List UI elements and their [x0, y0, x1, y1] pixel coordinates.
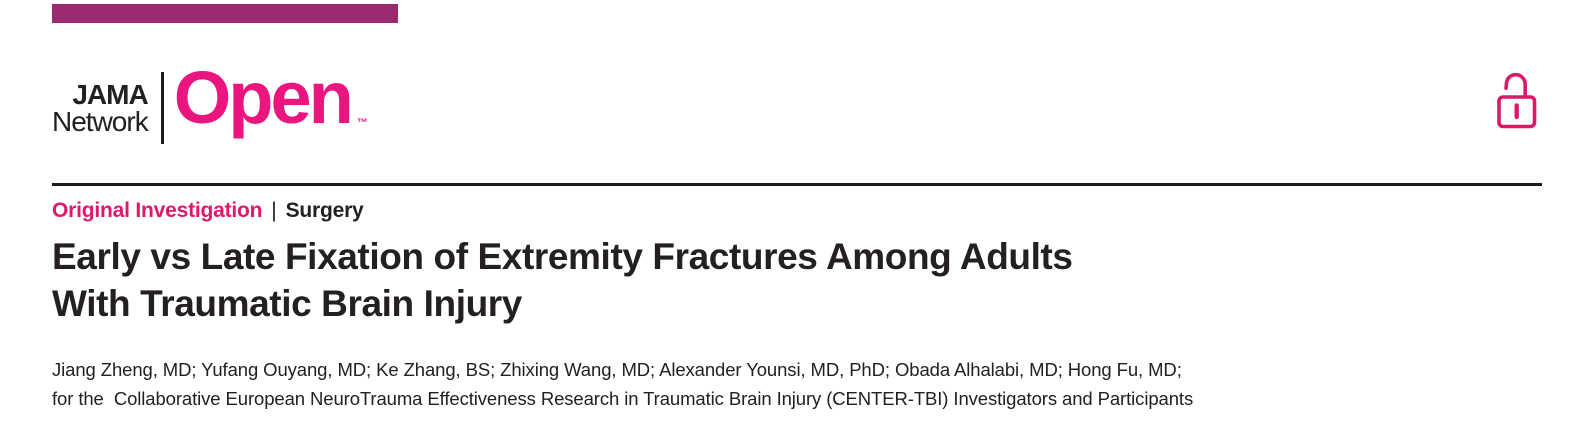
open-access-lock-icon [1493, 72, 1540, 138]
kicker-separator: | [271, 199, 277, 222]
article-category-label: Original Investigation [52, 199, 263, 222]
header-divider-rule [52, 183, 1542, 186]
article-title [52, 233, 1542, 327]
logo-wordmark [52, 81, 148, 135]
logo-jama-text: JAMA [72, 79, 148, 110]
logo-network-text: Network [52, 106, 148, 137]
article-title-line-2: With Traumatic Brain Injury [52, 283, 522, 324]
masthead [52, 56, 1542, 139]
jama-network-open-logo [52, 56, 368, 151]
trademark-symbol: ™ [356, 117, 368, 129]
byline-authors-line: Jiang Zheng, MD; Yufang Ouyang, MD; Ke Zhang, BS; Zhixing Wang, MD; Alexander Younsi, MD, PhD; Obada Alhalabi, MD; Hong Fu, MD; [52, 359, 1182, 380]
article-kicker [52, 199, 1542, 223]
article-byline [52, 355, 1542, 413]
byline-group-line: for the Collaborative European NeuroTrauma Effectiveness Research in Traumatic Brain Injury (CENTER-TBI) Investigators and Participants [52, 388, 1194, 409]
brand-color-bar [52, 4, 398, 23]
logo-product-name: Open [173, 56, 351, 139]
logo-divider [161, 72, 164, 144]
article-title-line-1: Early vs Late Fixation of Extremity Fractures Among Adults [52, 236, 1073, 277]
logo-open-text [173, 56, 368, 152]
article-subject-label: Surgery [285, 199, 364, 222]
